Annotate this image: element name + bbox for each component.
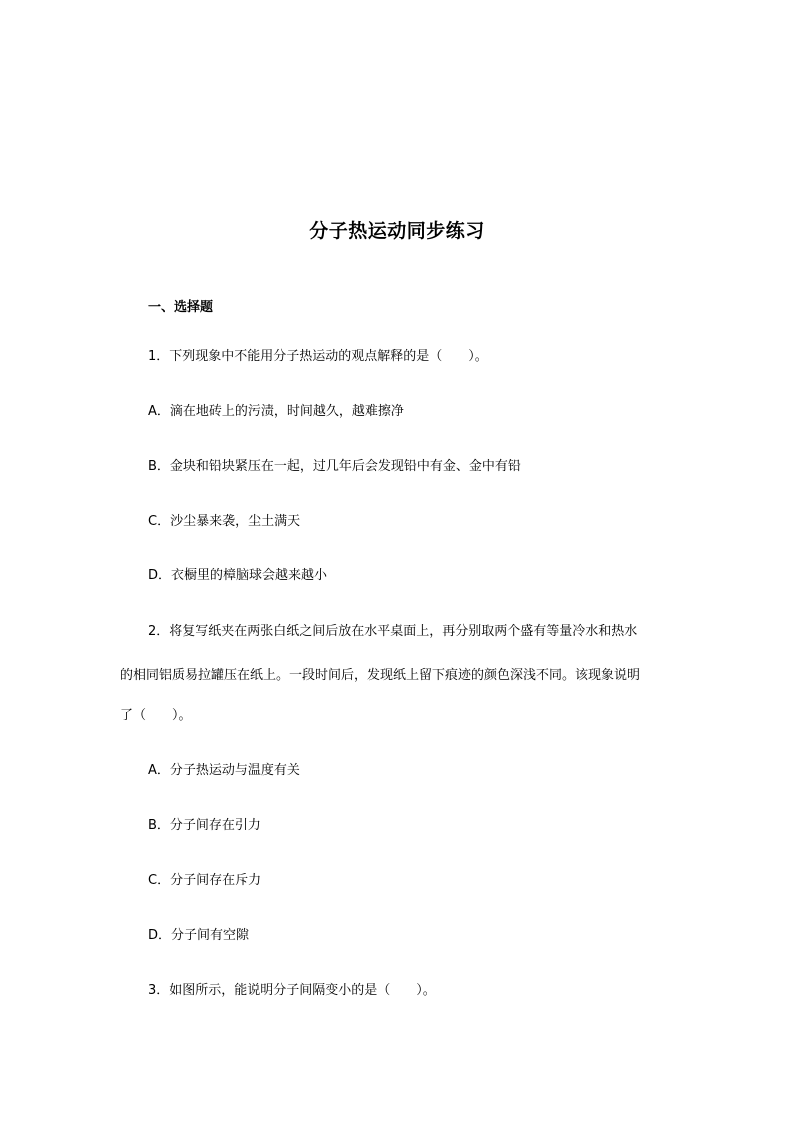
question-1-option-c: C．沙尘暴来袭，尘土满天 (148, 514, 301, 529)
question-1-option-a: A．滴在地砖上的污渍，时间越久，越难擦净 (148, 404, 404, 419)
question-2-stem-line-1: 2．将复写纸夹在两张白纸之间后放在水平桌面上，再分别取两个盛有等量冷水和热水 (148, 624, 638, 639)
question-2-option-c: C．分子间存在斥力 (148, 873, 262, 888)
question-2-option-a: A．分子热运动与温度有关 (148, 763, 300, 778)
question-1-option-d: D．衣橱里的樟脑球会越来越小 (148, 568, 328, 583)
question-2-stem-line-3: 了（ ）。 (120, 708, 192, 723)
question-2-option-b: B．分子间存在引力 (148, 818, 261, 833)
question-1-stem: 1．下列现象中不能用分子热运动的观点解释的是（ ）。 (148, 349, 488, 364)
section-heading: 一、选择题 (148, 300, 214, 315)
document-title: 分子热运动同步练习 (309, 220, 485, 242)
question-2-option-d: D．分子间有空隙 (148, 928, 250, 943)
question-1-option-b: B．金块和铅块紧压在一起，过几年后会发现铅中有金、金中有铅 (148, 459, 521, 474)
question-3-stem: 3．如图所示，能说明分子间隔变小的是（ ）。 (148, 983, 436, 998)
question-2-stem-line-2: 的相同铝质易拉罐压在纸上。一段时间后，发现纸上留下痕迹的颜色深浅不同。该现象说明 (120, 668, 641, 683)
